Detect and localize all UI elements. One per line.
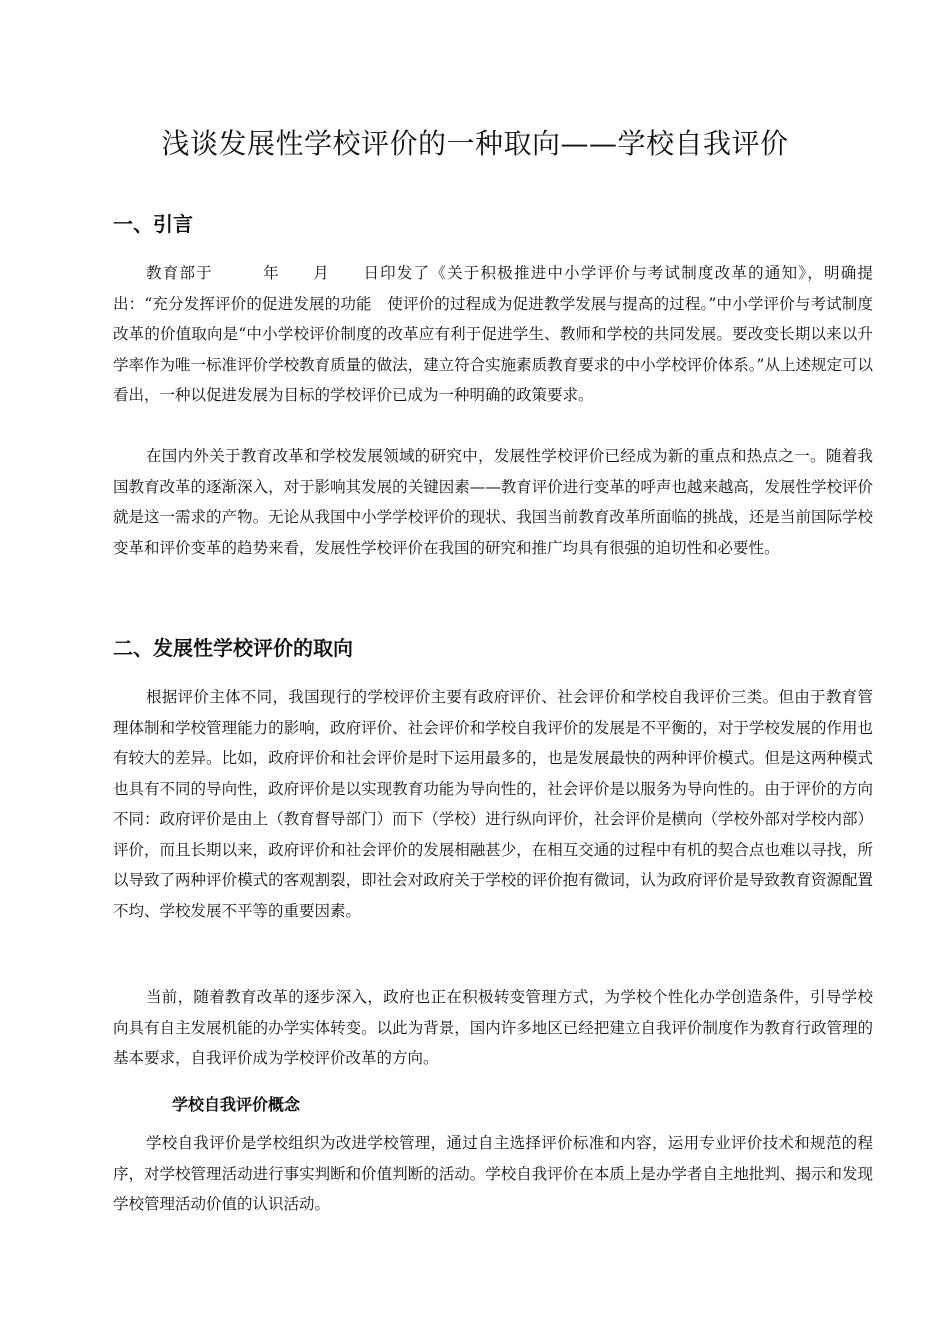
- paragraph-introduction-2: 在国内外关于教育改革和学校发展领域的研究中，发展性学校评价已经成为新的重点和热点之一。随着我国教育改革的逐渐深入，对于影响其发展的关键因素——教育评价进行变革的呼声也越来越高，发展性学校评价就是这一需求的产物。无论从我国中小学学校评价的现状、我国当前教育改革所面临的挑战，还是当前国际学校变革和评价变革的趋势来看，发展性学校评价在我国的研究和推广均具有很强的迫切性和必要性。: [113, 447, 873, 557]
- paragraph-orientation-2: 当前，随着教育改革的逐步深入，政府也正在积极转变管理方式，为学校个性化办学创造条件，引导学校向具有自主发展机能的办学实体转变。以此为背景，国内许多地区已经把建立自我评价制度作为教育行政管理的基本要求，自我评价成为学校评价改革的方向。: [113, 988, 873, 1067]
- paragraph-introduction-1: 教育部于 年 月 日印发了《关于积极推进中小学评价与考试制度改革的通知》，明确提出：“充分发挥评价的促进发展的功能 使评价的过程成为促进教学发展与提高的过程。”中小学评价与考试制度改革的价值取向是“中小学校评价制度的改革应有利于促进学生、教师和学校的共同发展。要改变长期以来以升学率作为唯一标准评价学校教育质量的做法，建立符合实施素质教育要求的中小学校评价体系。”从上述规定可以看出，一种以促进发展为目标的学校评价已成为一种明确的政策要求。: [113, 264, 873, 404]
- subheading-self-evaluation-concept: 学校自我评价概念: [172, 1095, 301, 1114]
- paragraph-orientation-1: 根据评价主体不同，我国现行的学校评价主要有政府评价、社会评价和学校自我评价三类。但由于教育管理体制和学校管理能力的影响，政府评价、社会评价和学校自我评价的发展是不平衡的，对于学校发展的作用也有较大的差异。比如，政府评价和社会评价是时下运用最多的，也是发展最快的两种评价模式。但是这两种模式也具有不同的导向性，政府评价是以实现教育功能为导向性的，社会评价是以服务为导向性的。由于评价的方向不同：政府评价是由上（教育督导部门）而下（学校）进行纵向评价，社会评价是横向（学校外部对学校内部）评价，而且长期以来，政府评价和社会评价的发展相融甚少，在相互交通的过程中有机的契合点也难以寻找，所以导致了两种评价模式的客观割裂，即社会对政府关于学校的评价抱有微词，认为政府评价是导致教育资源配置不均、学校发展不平等的重要因素。: [113, 688, 873, 920]
- section-heading-introduction: 一、引言: [113, 212, 193, 236]
- section-heading-orientation: 二、发展性学校评价的取向: [113, 636, 353, 660]
- paragraph-self-evaluation-concept: 学校自我评价是学校组织为改进学校管理，通过自主选择评价标准和内容，运用专业评价技术和规范的程序，对学校管理活动进行事实判断和价值判断的活动。学校自我评价在本质上是办学者自主地批判、揭示和发现学校管理活动价值的认识活动。: [113, 1134, 873, 1213]
- document-title: 浅谈发展性学校评价的一种取向——学校自我评价: [161, 127, 789, 160]
